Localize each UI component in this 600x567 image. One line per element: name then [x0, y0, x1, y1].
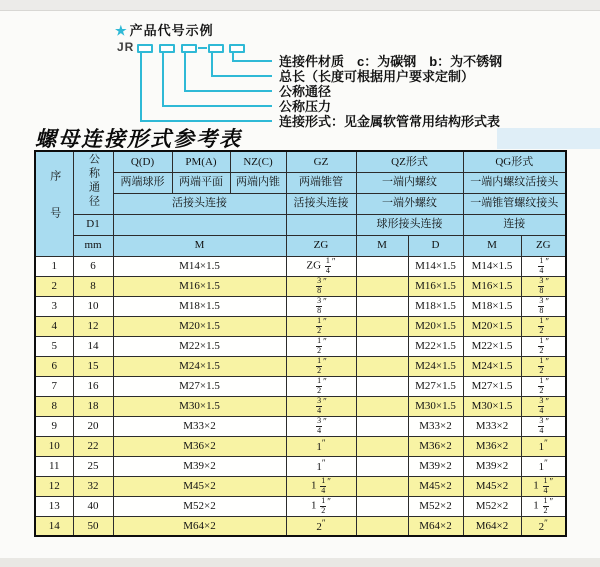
cell-dn: 20 — [73, 416, 113, 436]
cell-qg_zg: 1″ — [521, 456, 566, 476]
scan-artifact-right — [497, 128, 600, 149]
header-mm: mm — [73, 235, 113, 256]
cell-gz: $\frac{1}{2}$ ″ — [286, 376, 356, 396]
star-icon: ★ — [115, 23, 128, 38]
cell-qz_d: M52×2 — [408, 496, 463, 516]
table-row — [35, 516, 566, 536]
cell-m: M64×2 — [113, 516, 286, 536]
cell-m: M14×1.5 — [113, 256, 286, 276]
cell-qg_zg: $\frac{1}{2}$ ″ — [521, 316, 566, 336]
cell-qz_d: M36×2 — [408, 436, 463, 456]
cell-qz_m — [356, 476, 408, 496]
header-code-nzc: NZ(C) — [230, 151, 286, 172]
header-union-joint: 活接头连接 — [113, 193, 286, 214]
cell-no: 13 — [35, 496, 73, 516]
cell-qz_m — [356, 396, 408, 416]
cell-no: 5 — [35, 336, 73, 356]
table-row — [35, 476, 566, 496]
header-code-qg: QG形式 — [463, 151, 566, 172]
code-box — [229, 44, 245, 53]
header-type-qg: 一端内螺纹活接头 — [463, 172, 566, 193]
table-row — [35, 296, 566, 316]
header-code-pma: PM(A) — [172, 151, 230, 172]
cell-m: M36×2 — [113, 436, 286, 456]
cell-dn: 16 — [73, 376, 113, 396]
table-row — [35, 336, 566, 356]
cell-m: M39×2 — [113, 456, 286, 476]
cell-qz_m — [356, 336, 408, 356]
table-row — [35, 276, 566, 296]
cell-dn: 25 — [73, 456, 113, 476]
cell-gz: ZG $\frac{1}{4}$ ″ — [286, 256, 356, 276]
cell-gz: $\frac{3}{8}$ ″ — [286, 296, 356, 316]
cell-qg_zg: $\frac{3}{8}$ ″ — [521, 276, 566, 296]
cell-qg_zg: $\frac{1}{4}$ ″ — [521, 256, 566, 276]
cell-dn: 50 — [73, 516, 113, 536]
header-code-qd: Q(D) — [113, 151, 172, 172]
code-box — [181, 44, 197, 53]
header-dn — [73, 151, 113, 214]
header-unit-qz-d: D — [408, 235, 463, 256]
label-nominal-diameter: 公称通径 — [279, 84, 332, 99]
cell-qz_m — [356, 496, 408, 516]
cell-qg_m: M22×1.5 — [463, 336, 521, 356]
cell-dn: 10 — [73, 296, 113, 316]
table-row — [35, 376, 566, 396]
table-title: 螺母连接形式参考表 — [35, 126, 242, 151]
header-code-qz: QZ形式 — [356, 151, 463, 172]
cell-m: M20×1.5 — [113, 316, 286, 336]
cell-dn: 18 — [73, 396, 113, 416]
cell-qg_m: M64×2 — [463, 516, 521, 536]
cell-qg_m: M33×2 — [463, 416, 521, 436]
header-type-gz: 两端锥管 — [286, 172, 356, 193]
cell-no: 1 — [35, 256, 73, 276]
cell-qz_d: M27×1.5 — [408, 376, 463, 396]
cell-no: 14 — [35, 516, 73, 536]
cell-m: M52×2 — [113, 496, 286, 516]
header-unit-zg: ZG — [286, 235, 356, 256]
cell-qz_m — [356, 436, 408, 456]
cell-no: 12 — [35, 476, 73, 496]
connector-line — [232, 53, 272, 62]
cell-gz: $\frac{3}{4}$ ″ — [286, 416, 356, 436]
cell-dn: 40 — [73, 496, 113, 516]
cell-dn: 8 — [73, 276, 113, 296]
cell-gz: 1″ — [286, 436, 356, 456]
cell-no: 6 — [35, 356, 73, 376]
cell-no: 2 — [35, 276, 73, 296]
cell-qg_zg: $\frac{1}{2}$ ″ — [521, 336, 566, 356]
cell-qz_d: M14×1.5 — [408, 256, 463, 276]
header-dn-text: 公称通径 — [87, 153, 100, 210]
cell-no: 9 — [35, 416, 73, 436]
cell-m: M45×2 — [113, 476, 286, 496]
header-code-gz: GZ — [286, 151, 356, 172]
cell-qg_m: M30×1.5 — [463, 396, 521, 416]
cell-qg_zg: $\frac{1}{2}$ ″ — [521, 376, 566, 396]
header-type-qd: 两端球形 — [113, 172, 172, 193]
header-type-qz: 一端内螺纹 — [356, 172, 463, 193]
cell-gz: $\frac{1}{2}$ ″ — [286, 356, 356, 376]
cell-qg_zg: $\frac{3}{8}$ ″ — [521, 296, 566, 316]
table-row — [35, 356, 566, 376]
table-row — [35, 396, 566, 416]
header-unit-qg-m: M — [463, 235, 521, 256]
cell-no: 8 — [35, 396, 73, 416]
cell-qg_zg: 1 $\frac{1}{4}$ ″ — [521, 476, 566, 496]
cell-no: 4 — [35, 316, 73, 336]
cell-gz: $\frac{3}{8}$ ″ — [286, 276, 356, 296]
cell-qz_m — [356, 276, 408, 296]
cell-m: M30×1.5 — [113, 396, 286, 416]
header-unit-qg-zg: ZG — [521, 235, 566, 256]
cell-gz: 1 $\frac{1}{2}$ ″ — [286, 496, 356, 516]
cell-qz_m — [356, 356, 408, 376]
cell-qz_d: M24×1.5 — [408, 356, 463, 376]
header-seq-text: 序号 — [48, 170, 61, 245]
cell-qz_m — [356, 376, 408, 396]
table-row — [35, 316, 566, 336]
cell-m: M27×1.5 — [113, 376, 286, 396]
header-connection: 连接 — [463, 214, 566, 235]
cell-qg_m: M52×2 — [463, 496, 521, 516]
cell-qz_m — [356, 416, 408, 436]
label-material: 连接件材质 c：为碳钢 b：为不锈钢 — [279, 54, 503, 69]
empty-cell — [113, 214, 286, 235]
cell-dn: 22 — [73, 436, 113, 456]
cell-qg_zg: 2″ — [521, 516, 566, 536]
cell-qg_m: M27×1.5 — [463, 376, 521, 396]
cell-qz_d: M16×1.5 — [408, 276, 463, 296]
table-row — [35, 436, 566, 456]
cell-qz_m — [356, 316, 408, 336]
cell-gz: 2″ — [286, 516, 356, 536]
cell-no: 10 — [35, 436, 73, 456]
cell-qg_m: M39×2 — [463, 456, 521, 476]
cell-dn: 6 — [73, 256, 113, 276]
cell-gz: 1″ — [286, 456, 356, 476]
cell-no: 7 — [35, 376, 73, 396]
cell-gz: 1 $\frac{1}{4}$ ″ — [286, 476, 356, 496]
cell-gz: $\frac{1}{2}$ ″ — [286, 316, 356, 336]
cell-qz_m — [356, 256, 408, 276]
table-row — [35, 256, 566, 276]
cell-no: 11 — [35, 456, 73, 476]
cell-qg_m: M14×1.5 — [463, 256, 521, 276]
header-unit-m: M — [113, 235, 286, 256]
cell-m: M18×1.5 — [113, 296, 286, 316]
header-union-joint-gz: 活接头连接 — [286, 193, 356, 214]
label-nominal-pressure: 公称压力 — [279, 99, 332, 114]
header-type-nzc: 两端内锥 — [230, 172, 286, 193]
cell-qg_zg: 1 $\frac{1}{2}$ ″ — [521, 496, 566, 516]
cell-qg_m: M16×1.5 — [463, 276, 521, 296]
label-total-length: 总长（长度可根据用户要求定制） — [279, 69, 475, 84]
cell-dn: 14 — [73, 336, 113, 356]
cell-gz: $\frac{1}{2}$ ″ — [286, 336, 356, 356]
cell-qz_m — [356, 296, 408, 316]
cell-dn: 12 — [73, 316, 113, 336]
cell-qg_zg: $\frac{3}{4}$ ″ — [521, 396, 566, 416]
header-ball-joint-connection: 球形接头连接 — [356, 214, 463, 235]
header-d1: D1 — [73, 214, 113, 235]
cell-dn: 32 — [73, 476, 113, 496]
table-row — [35, 416, 566, 436]
code-box — [208, 44, 224, 53]
header-seq — [35, 151, 73, 256]
cell-qz_d: M18×1.5 — [408, 296, 463, 316]
cell-qz_m — [356, 456, 408, 476]
cell-m: M22×1.5 — [113, 336, 286, 356]
code-box — [137, 44, 153, 53]
cell-dn: 15 — [73, 356, 113, 376]
cell-m: M33×2 — [113, 416, 286, 436]
cell-qg_m: M24×1.5 — [463, 356, 521, 376]
cell-qz_d: M64×2 — [408, 516, 463, 536]
code-prefix: JR — [117, 40, 135, 54]
cell-gz: $\frac{3}{4}$ ″ — [286, 396, 356, 416]
header-external-thread: 一端外螺纹 — [356, 193, 463, 214]
reference-table — [34, 150, 567, 537]
empty-cell — [286, 214, 356, 235]
cell-m: M16×1.5 — [113, 276, 286, 296]
table-header — [35, 151, 566, 256]
cell-qg_m: M36×2 — [463, 436, 521, 456]
scan-artifact-bottom — [0, 558, 600, 567]
code-box — [159, 44, 175, 53]
cell-qz_d: M30×1.5 — [408, 396, 463, 416]
dash-separator — [198, 47, 207, 49]
cell-qz_d: M45×2 — [408, 476, 463, 496]
table-body — [35, 256, 566, 536]
cell-qz_d: M22×1.5 — [408, 336, 463, 356]
header-taper-thread-joint: 一端锥管螺纹接头 — [463, 193, 566, 214]
cell-qz_d: M20×1.5 — [408, 316, 463, 336]
cell-m: M24×1.5 — [113, 356, 286, 376]
scan-artifact-top — [0, 0, 600, 11]
cell-qz_d: M39×2 — [408, 456, 463, 476]
cell-qg_zg: $\frac{3}{4}$ ″ — [521, 416, 566, 436]
header-unit-qz-m: M — [356, 235, 408, 256]
cell-qg_m: M18×1.5 — [463, 296, 521, 316]
cell-qg_m: M45×2 — [463, 476, 521, 496]
cell-qg_zg: $\frac{1}{2}$ ″ — [521, 356, 566, 376]
cell-no: 3 — [35, 296, 73, 316]
header-type-pma: 两端平面 — [172, 172, 230, 193]
diagram-heading-text: 产品代号示例 — [129, 23, 214, 38]
table-row — [35, 456, 566, 476]
cell-qg_m: M20×1.5 — [463, 316, 521, 336]
cell-qz_d: M33×2 — [408, 416, 463, 436]
diagram-heading — [115, 20, 214, 39]
label-connection-type: 连接形式：见金属软管常用结构形式表 — [279, 114, 501, 129]
cell-qz_m — [356, 516, 408, 536]
table-row — [35, 496, 566, 516]
cell-qg_zg: 1″ — [521, 436, 566, 456]
